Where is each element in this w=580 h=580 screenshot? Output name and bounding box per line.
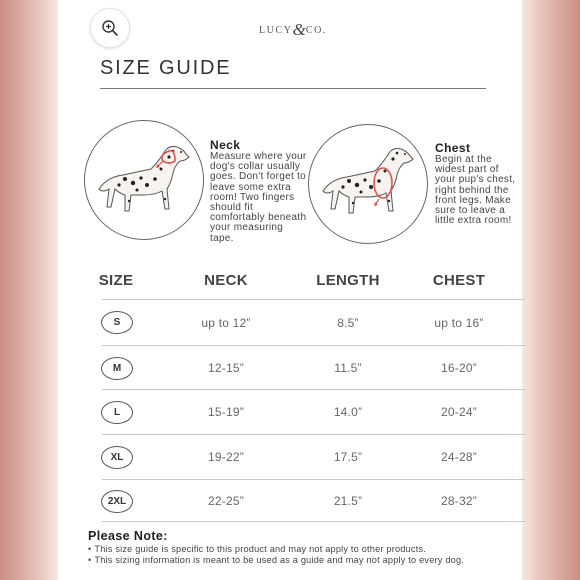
brand-logo — [238, 20, 348, 40]
chest-value: 24-28” — [441, 450, 477, 464]
dalmatian-neck-icon — [85, 121, 204, 240]
chest-text: Begin at the widest part of your pup's chest, right behind the front legs. Make sure to leave a little extra room! — [435, 154, 516, 227]
table-row — [58, 346, 522, 390]
length-value: 21.5” — [333, 494, 363, 508]
length-value: 11.5” — [334, 361, 362, 375]
chest-description — [435, 141, 519, 226]
brand-left: LUCY — [258, 25, 293, 36]
length-value: 17.5” — [333, 450, 363, 464]
size-badge: M — [101, 357, 133, 380]
title-divider — [100, 88, 486, 89]
header-chest: CHEST — [432, 272, 486, 289]
table-row — [58, 300, 522, 344]
table-divider — [102, 521, 526, 522]
header-length: LENGTH — [316, 272, 380, 289]
chest-value: up to 16” — [434, 316, 484, 330]
size-badge: 2XL — [101, 490, 133, 513]
chest-value: 28-32” — [441, 494, 477, 508]
size-table-header — [58, 272, 522, 292]
neck-value: 12-15” — [208, 361, 244, 375]
neck-value: 19-22” — [208, 450, 244, 464]
note-item: • This size guide is specific to this product and may not apply to other products. — [88, 544, 518, 555]
dalmatian-chest-icon — [309, 125, 428, 244]
table-row — [58, 435, 522, 479]
neck-description — [210, 138, 308, 244]
chest-illustration — [308, 124, 428, 244]
size-badge: S — [101, 311, 133, 334]
header-size: SIZE — [98, 272, 134, 289]
neck-value: up to 12” — [201, 316, 251, 330]
size-badge: XL — [101, 446, 133, 469]
length-value: 8.5” — [337, 316, 359, 330]
brand-amp: & — [292, 20, 306, 39]
chest-heading: Chest — [435, 141, 471, 155]
zoom-button[interactable] — [90, 8, 130, 48]
size-badge: L — [101, 401, 133, 424]
size-guide-page — [58, 0, 522, 580]
zoom-in-icon — [101, 19, 119, 37]
table-row — [58, 390, 522, 434]
note-item: • This sizing information is meant to be used as a guide and may not apply to every dog. — [88, 555, 518, 566]
note-heading: Please Note: — [88, 529, 168, 543]
length-value: 14.0” — [333, 405, 363, 419]
brand-right: CO. — [305, 25, 328, 36]
chest-value: 20-24” — [441, 405, 477, 419]
header-neck: NECK — [204, 272, 248, 289]
page-title: SIZE GUIDE — [100, 57, 232, 79]
neck-illustration — [84, 120, 204, 240]
neck-value: 15-19” — [208, 405, 244, 419]
table-row — [58, 480, 522, 524]
neck-text: Measure where your dog's collar usually goes. Don't forget to leave some extra room! Two fingers should fit comfortably beneath your measuring tape. — [210, 151, 307, 244]
note-list — [88, 544, 518, 566]
please-note — [88, 529, 518, 566]
chest-value: 16-20” — [441, 361, 477, 375]
neck-value: 22-25” — [208, 494, 244, 508]
neck-heading: Neck — [210, 138, 241, 152]
